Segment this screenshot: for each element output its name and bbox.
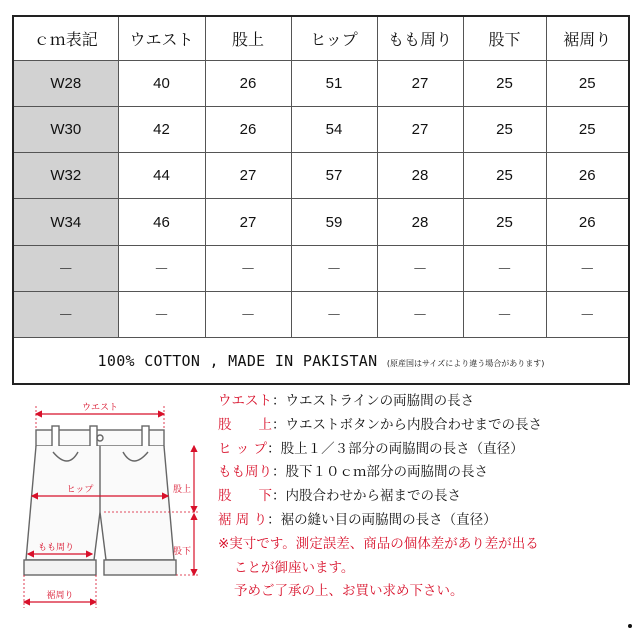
cell-thigh: －: [377, 245, 463, 291]
cell-thigh: －: [377, 291, 463, 337]
cell-thigh: 28: [377, 199, 463, 245]
cell-inseam: －: [463, 245, 546, 291]
note-text: ：ウエストボタンから内股合わせまでの長さ: [272, 416, 542, 433]
corner-dot: [628, 624, 632, 628]
cell-hip: 51: [291, 60, 377, 106]
cell-waist: 46: [118, 199, 205, 245]
size-table: [12, 15, 630, 385]
note-label: 股 下: [218, 488, 272, 505]
cell-inseam: 25: [463, 106, 546, 152]
warning-line-1: ※実寸です。測定誤差、商品の個体差があり差が出る: [218, 535, 539, 552]
material-text: 100% COTTON , MADE IN PAKISTAN: [97, 351, 378, 370]
hem-label: 裾周り: [46, 591, 74, 601]
row-size-label: W30: [13, 106, 118, 152]
cell-rise: －: [205, 245, 291, 291]
note-label: もも周り: [218, 464, 272, 481]
row-size-label: W34: [13, 199, 118, 245]
note-rise: [218, 414, 634, 438]
cell-rise: 27: [205, 153, 291, 199]
cell-inseam: －: [463, 291, 546, 337]
waist-label: ウエスト: [81, 403, 119, 413]
note-waist: [218, 390, 634, 414]
table-header-row: [13, 16, 629, 60]
cell-waist: 42: [118, 106, 205, 152]
note-text: ：裾の縫い目の両脇間の長さ（直径）: [267, 511, 497, 528]
cell-thigh: 27: [377, 106, 463, 152]
note-text: ：股上１／３部分の両脇間の長さ（直径）: [267, 440, 524, 457]
note-label: ヒ ッ プ: [218, 440, 268, 457]
cell-inseam: 25: [463, 199, 546, 245]
cell-hip: 59: [291, 199, 377, 245]
note-label: 裾 周 り: [218, 511, 268, 528]
cell-hip: －: [291, 291, 377, 337]
cell-hip: 57: [291, 153, 377, 199]
cell-waist: 40: [118, 60, 205, 106]
header-inseam: 股下: [463, 16, 546, 60]
table-footer-row: [13, 338, 629, 384]
note-inseam: [218, 485, 634, 509]
cell-rise: 27: [205, 199, 291, 245]
material-origin: [13, 338, 629, 384]
cell-hem: －: [546, 291, 629, 337]
note-hip: [218, 438, 634, 462]
table-row: [13, 199, 629, 245]
header-rise: 股上: [205, 16, 291, 60]
cell-hem: 26: [546, 153, 629, 199]
warning-line-3: 予めご了承の上、お買い求め下さい。: [234, 583, 464, 600]
cell-rise: 26: [205, 60, 291, 106]
warning-line-2: ことが御座います。: [234, 559, 355, 576]
measurement-notes: [218, 390, 634, 604]
cell-waist: －: [118, 291, 205, 337]
table-row: [13, 245, 629, 291]
header-waist: ウエスト: [118, 16, 205, 60]
cell-thigh: 27: [377, 60, 463, 106]
table-row: [13, 153, 629, 199]
cell-hem: 26: [546, 199, 629, 245]
cell-waist: 44: [118, 153, 205, 199]
thigh-label: もも周り: [37, 543, 75, 553]
cell-inseam: 25: [463, 153, 546, 199]
note-text: ：ウエストラインの両脇間の長さ: [272, 393, 475, 409]
note-text: ：股下１０ｃｍ部分の両脇間の長さ: [272, 464, 488, 481]
cell-hem: 25: [546, 106, 629, 152]
rise-label: 股上: [172, 485, 192, 495]
cell-hem: 25: [546, 60, 629, 106]
header-hip: ヒップ: [291, 16, 377, 60]
cell-waist: －: [118, 245, 205, 291]
table-row: [13, 291, 629, 337]
note-label: ウエスト: [218, 393, 272, 409]
note-thigh: [218, 461, 634, 485]
cell-rise: 26: [205, 106, 291, 152]
row-size-label: －: [13, 291, 118, 337]
header-cm-label: ｃｍ表記: [13, 16, 118, 60]
cell-inseam: 25: [463, 60, 546, 106]
header-hem: 裾周り: [546, 16, 629, 60]
header-thigh: もも周り: [377, 16, 463, 60]
cell-hip: －: [291, 245, 377, 291]
note-text: ：内股合わせから裾までの長さ: [272, 488, 461, 505]
row-size-label: W28: [13, 60, 118, 106]
cell-thigh: 28: [377, 153, 463, 199]
table-row: [13, 60, 629, 106]
table-row: [13, 106, 629, 152]
inseam-label: 股下: [172, 547, 192, 557]
cell-hem: －: [546, 245, 629, 291]
row-size-label: W32: [13, 153, 118, 199]
cell-hip: 54: [291, 106, 377, 152]
cell-rise: －: [205, 291, 291, 337]
note-hem: [218, 509, 634, 533]
note-label: 股 上: [218, 416, 272, 433]
row-size-label: －: [13, 245, 118, 291]
shorts-diagram: [8, 392, 213, 637]
hip-label: ヒップ: [66, 485, 94, 495]
origin-note: (原産国はサイズにより違う場合があります): [386, 358, 545, 368]
